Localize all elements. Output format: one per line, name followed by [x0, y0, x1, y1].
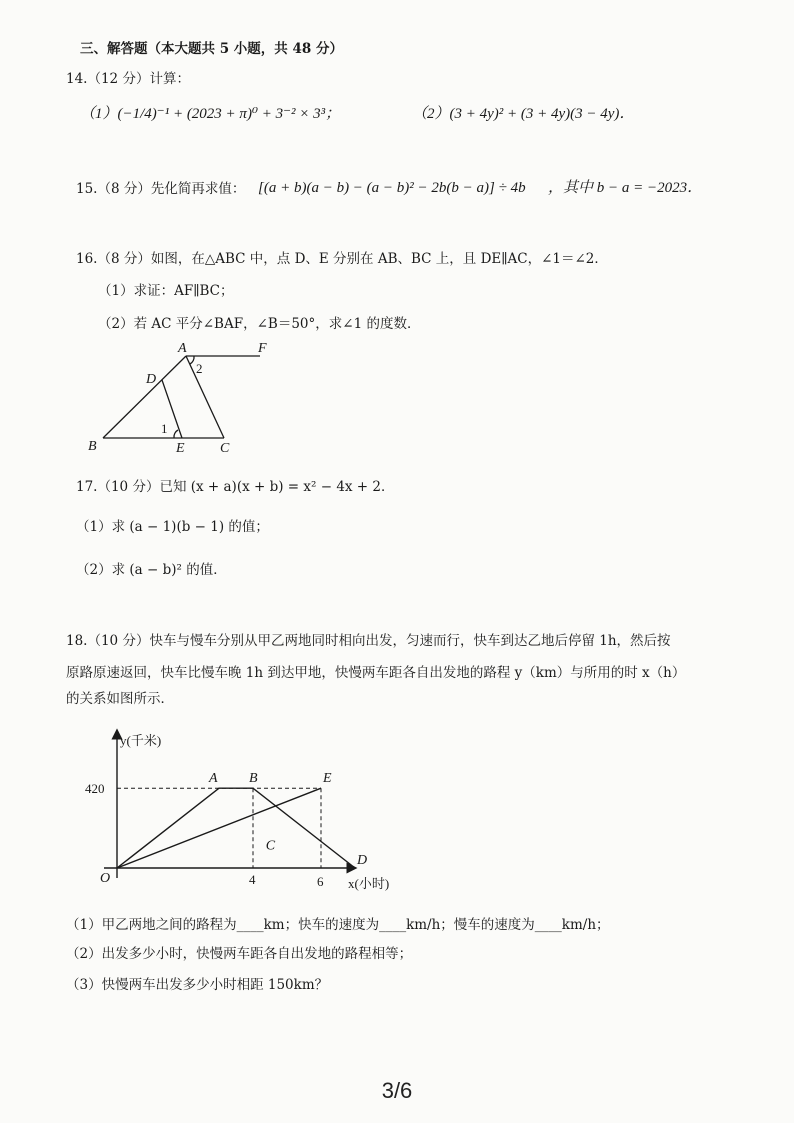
- fast-car-line: [117, 788, 355, 868]
- x-axis-label: x(小时): [348, 876, 390, 891]
- q17-part2: （2）求 (a − b)² 的值．: [76, 562, 227, 578]
- point-label-b: B: [249, 771, 258, 787]
- q18-part2: （2）出发多少小时，快慢两车距各自出发地的路程相等；: [66, 946, 413, 962]
- page-number: 3/6: [381, 1078, 413, 1103]
- y-axis-label: y(千米): [120, 733, 162, 748]
- point-label-e: E: [323, 771, 332, 787]
- q14-part2: （2）(3 + 4y)² + (3 + 4y)(3 − 4y)．: [412, 106, 635, 122]
- xtick-4: 4: [249, 872, 256, 887]
- q18-line3: 的关系如图所示．: [66, 691, 174, 707]
- xtick-6: 6: [317, 874, 324, 889]
- angle-1-arc: [174, 430, 178, 438]
- q16-heading: 16.（8 分）如图，在△ABC 中，点 D、E 分别在 AB、BC 上，且 DE∥AC，∠1＝∠2．: [76, 251, 608, 267]
- q15-condition: ，其中 b − a = −2023．: [548, 180, 703, 196]
- q16-part1: （1）求证：AF∥BC；: [98, 283, 234, 299]
- side-ac: [186, 356, 224, 438]
- q16-part2: （2）若 AC 平分∠BAF，∠B＝50°，求∠1 的度数．: [98, 316, 421, 332]
- q18-part1: （1）甲乙两地之间的路程为____km；快车的速度为____km/h；慢车的速度为____km/h；: [66, 917, 610, 933]
- angle-2-arc: [190, 356, 194, 364]
- label-a: A: [178, 341, 187, 356]
- label-f: F: [258, 341, 267, 356]
- q14-part1: （1）(−1/4)⁻¹ + (2023 + π)⁰ + 3⁻² × 3³；: [80, 106, 341, 122]
- label-e: E: [176, 441, 185, 456]
- q17-part1: （1）求 (a − 1)(b − 1) 的值；: [76, 519, 269, 535]
- q18-line1: 18.（10 分）快车与慢车分别从甲乙两地同时相向出发，匀速而行，快车到达乙地后停留 1h，然后按: [66, 633, 671, 649]
- point-label-a: A: [209, 771, 218, 787]
- segment-de: [162, 380, 182, 438]
- slow-car-line: [117, 788, 321, 868]
- label-angle-1: 1: [161, 421, 168, 436]
- q18-part3: （3）快慢两车出发多少小时相距 150km？: [66, 977, 329, 993]
- point-label-d: D: [357, 853, 368, 868]
- q14-heading: 14.（12 分）计算：: [66, 71, 190, 87]
- side-ab: [103, 356, 186, 438]
- label-b: B: [88, 439, 97, 454]
- origin-label: O: [100, 871, 111, 886]
- label-angle-2: 2: [196, 361, 203, 376]
- point-label-c: C: [265, 838, 276, 854]
- section-title: 三、解答题（本大题共 5 小题，共 48 分）: [80, 41, 343, 57]
- label-d: D: [146, 372, 157, 387]
- ytick-420: 420: [85, 781, 105, 797]
- q17-heading: 17.（10 分）已知 (x + a)(x + b) = x² − 4x + 2．: [76, 479, 395, 495]
- q15-expression: [(a + b)(a − b) − (a − b)² − 2b(b − a)] ÷ 4b: [258, 180, 526, 196]
- label-c: C: [220, 441, 230, 456]
- q15-heading: 15.（8 分）先化简再求值：: [76, 181, 246, 197]
- q18-line2: 原路原速返回，快车比慢车晚 1h 到达甲地，快慢两车距各自出发地的路程 y（km）与所用的时 x（h）: [66, 665, 686, 681]
